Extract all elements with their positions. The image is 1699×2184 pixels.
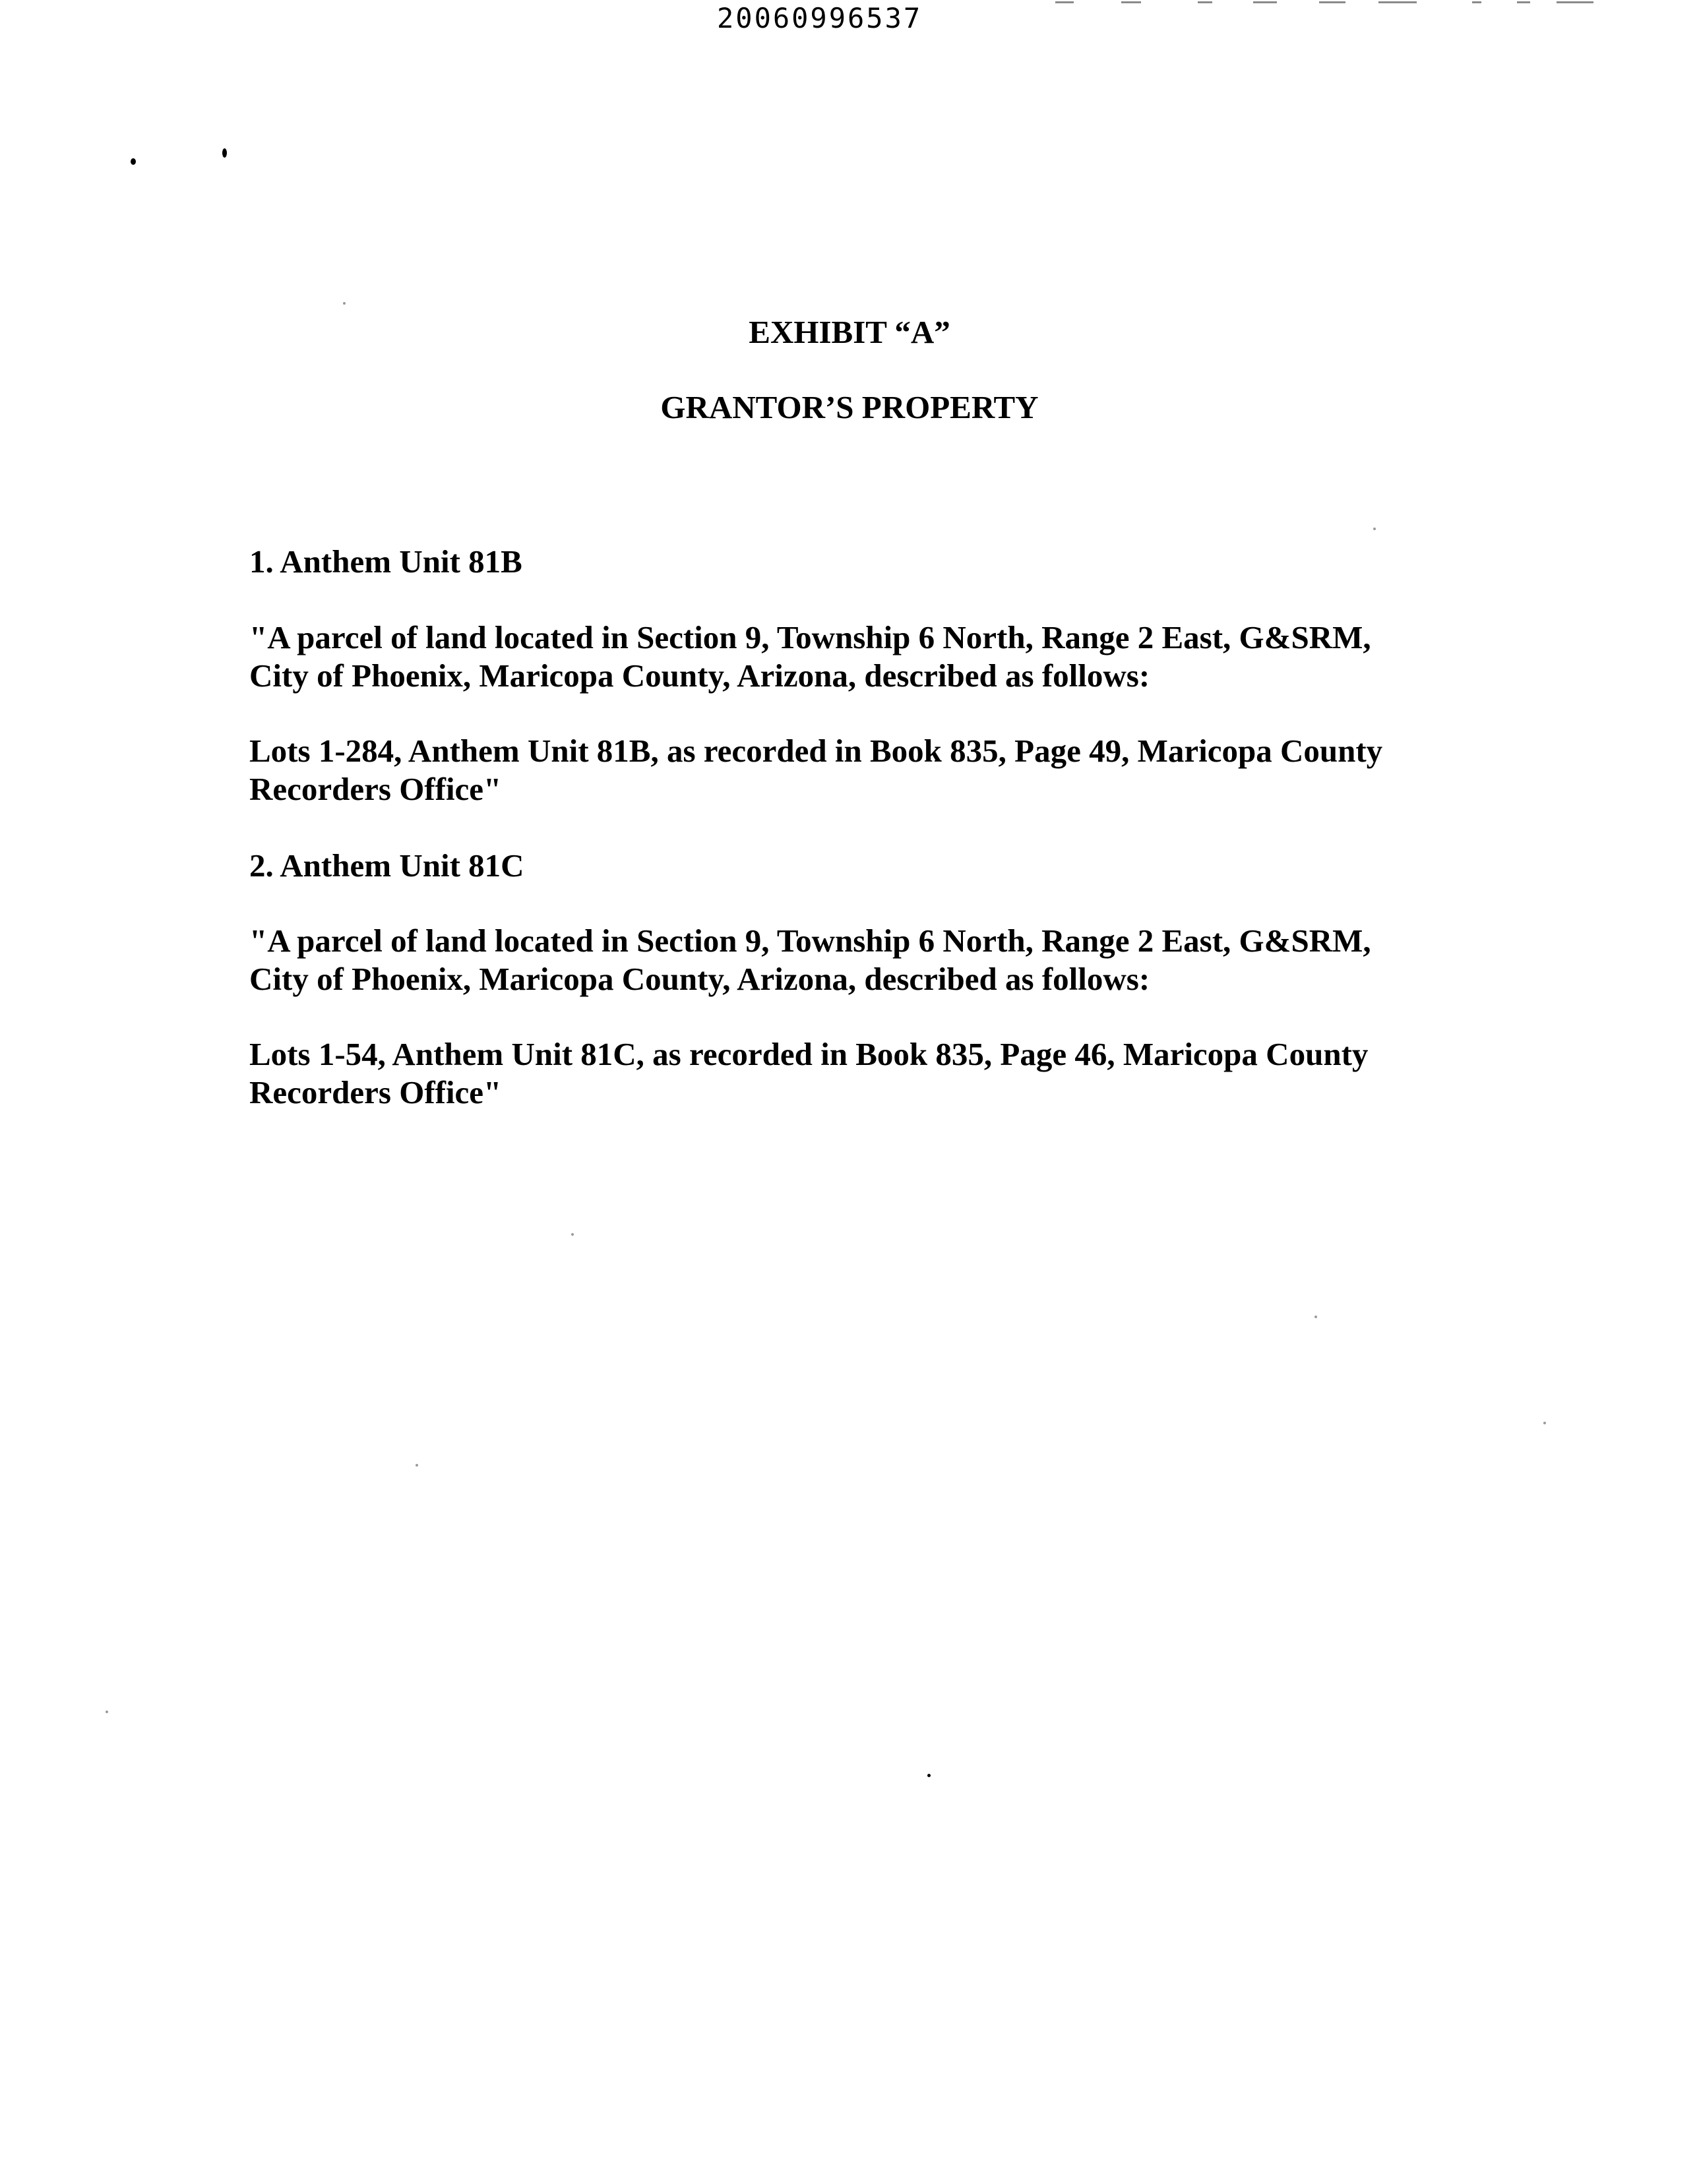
item-lots-line: Recorders Office" xyxy=(249,1074,502,1110)
scan-speck xyxy=(106,1711,108,1713)
scan-speck xyxy=(571,1233,574,1236)
item-lots-line: Lots 1-54, Anthem Unit 81C, as recorded in Book 835, Page 46, Maricopa County xyxy=(249,1036,1369,1072)
scan-speck xyxy=(343,302,346,305)
scan-speck xyxy=(222,148,227,158)
scan-speck xyxy=(1314,1316,1317,1318)
section-title: GRANTOR’S PROPERTY xyxy=(660,389,1039,425)
item-lots-line: Lots 1-284, Anthem Unit 81B, as recorded in Book 835, Page 49, Maricopa County xyxy=(249,733,1383,769)
item-heading: 1. Anthem Unit 81B xyxy=(249,543,522,580)
scan-speck xyxy=(927,1774,931,1777)
item-lots-line: Recorders Office" xyxy=(249,771,502,807)
scan-speck xyxy=(416,1464,418,1467)
header-scan-marks xyxy=(1055,0,1622,8)
item-description-line: City of Phoenix, Maricopa County, Arizona, described as follows: xyxy=(249,961,1150,997)
item-description-line: "A parcel of land located in Section 9, Township 6 North, Range 2 East, G&SRM, xyxy=(249,619,1371,655)
item-heading: 2. Anthem Unit 81C xyxy=(249,847,524,884)
exhibit-title: EXHIBIT “A” xyxy=(749,314,950,350)
scan-speck xyxy=(1543,1422,1546,1424)
item-description-line: "A parcel of land located in Section 9, Township 6 North, Range 2 East, G&SRM, xyxy=(249,923,1371,959)
document-number: 20060996537 xyxy=(717,2,923,34)
item-description-line: City of Phoenix, Maricopa County, Arizona, described as follows: xyxy=(249,657,1150,694)
scan-speck xyxy=(131,158,136,165)
scan-speck xyxy=(1373,528,1376,530)
